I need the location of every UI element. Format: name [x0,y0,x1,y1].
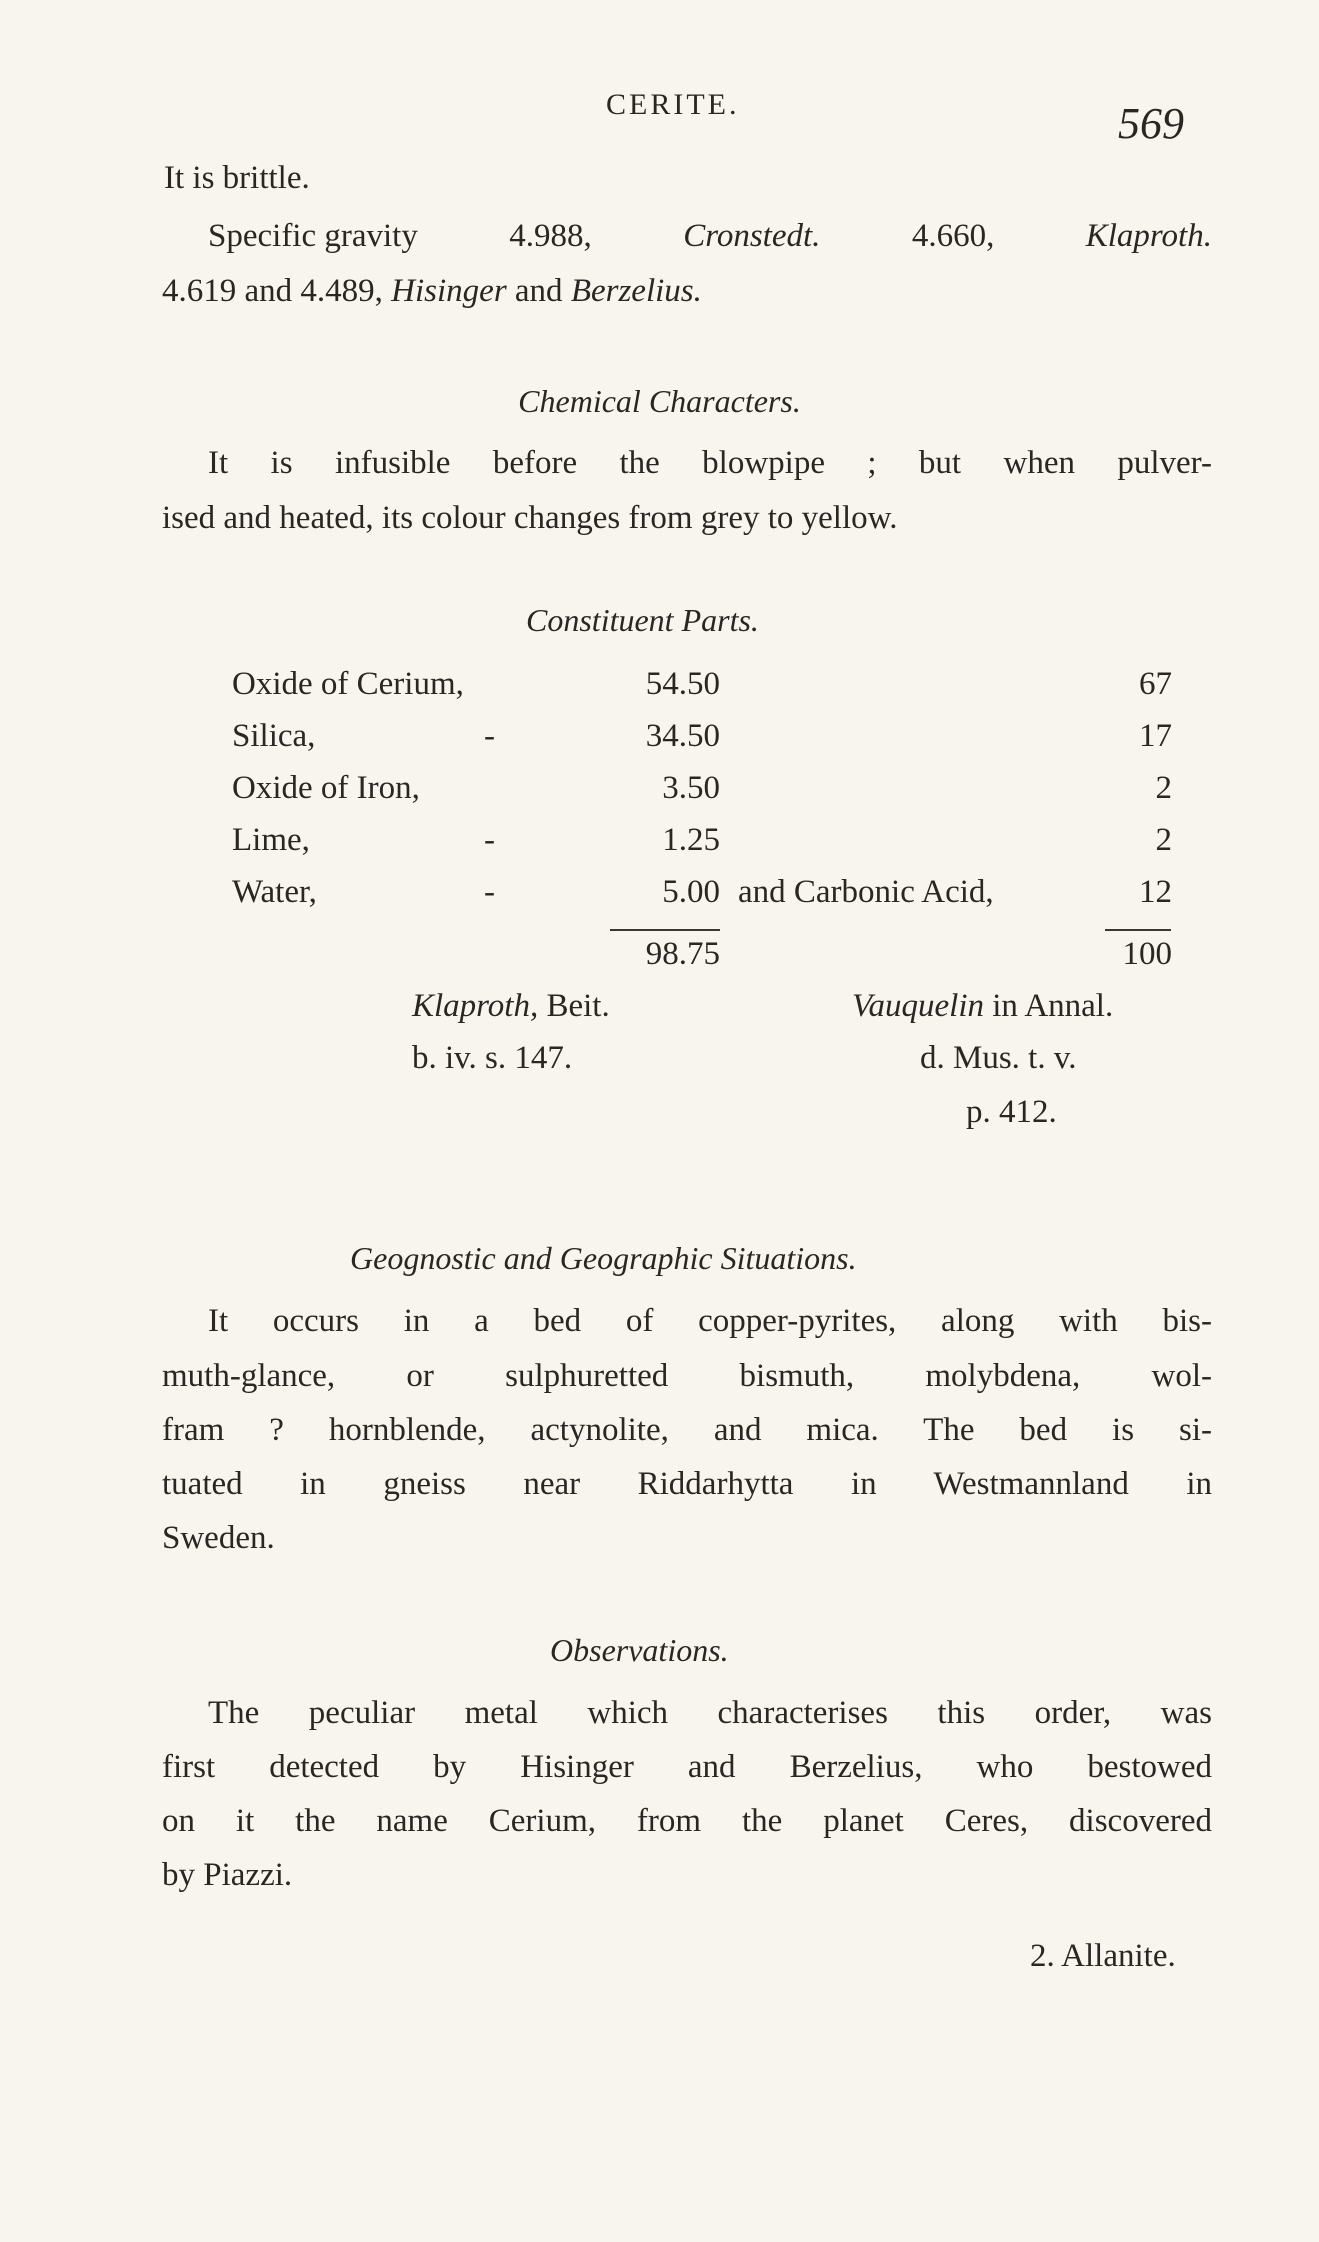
vauquelin-value: 2 [1155,770,1172,806]
source-vauquelin-line1 [852,988,1113,1025]
klaproth-value: 1.25 [662,822,720,858]
sg-author-hisinger: Hisinger [391,273,507,309]
observations-line: on it the name Cerium, from the planet Ceres, discovered [162,1803,1212,1839]
leader-dash: - [484,718,495,754]
vauquelin-value: 12 [1139,874,1172,910]
chemical-characters-heading: Chemical Characters. [518,383,801,419]
klaproth-value: 34.50 [645,718,720,754]
source-vauquelin-line3: p. 412. [966,1094,1057,1130]
total-vauquelin: 100 [1122,936,1172,972]
vauquelin-value: 2 [1155,822,1172,858]
constituent-name: Silica, [232,718,316,754]
geognostic-line: Sweden. [162,1520,275,1556]
catchword: 2. Allanite. [1030,1938,1176,1974]
constituent-parts-heading: Constituent Parts. [526,602,759,638]
klaproth-value: 3.50 [662,770,720,806]
source-vauquelin-line2: d. Mus. t. v. [920,1040,1077,1076]
chemical-line: It is infusible before the blowpipe ; but when pulver- [208,445,1212,481]
chemical-line: ised and heated, its colour changes from grey to yellow. [162,500,898,536]
carbonic-acid-note: and Carbonic Acid, [738,874,994,910]
geognostic-line: muth-glance, or sulphuretted bismuth, molybdena, wol- [162,1358,1212,1394]
sum-rule-vauquelin [1105,929,1171,931]
sg-value-cronstedt: 4.988, [509,218,592,254]
observations-line: The peculiar metal which characterises this order, was [208,1695,1212,1731]
total-klaproth: 98.75 [645,936,720,972]
vauquelin-value: 67 [1139,666,1172,702]
specific-gravity-line [208,218,1212,255]
geognostic-line: fram ? hornblende, actynolite, and mica. The bed is si- [162,1412,1212,1448]
running-title: CERITE. [606,88,740,121]
source-klaproth-author: Klaproth, [412,988,539,1024]
sg-author-klaproth: Klaproth. [1085,218,1212,254]
sg-and-2: and [514,273,563,309]
source-klaproth-title: Beit. [546,988,610,1024]
sg-author-cronstedt: Cronstedt. [683,218,821,254]
specific-gravity-line-2 [162,273,702,310]
sg-label: Specific gravity [208,218,418,254]
page-number: 569 [1118,99,1184,148]
klaproth-value: 54.50 [645,666,720,702]
geognostic-heading: Geognostic and Geographic Situations. [350,1240,857,1276]
sg-value-hisinger: 4.619 [162,273,237,309]
sg-value-klaproth: 4.660, [911,218,995,254]
geognostic-line: tuated in gneiss near Riddarhytta in Westmannland in [162,1466,1212,1502]
vauquelin-value: 17 [1139,718,1172,754]
source-klaproth-line2: b. iv. s. 147. [412,1040,573,1076]
leader-dash: - [484,822,495,858]
sg-author-berzelius: Berzelius. [570,273,702,309]
klaproth-value: 5.00 [662,874,720,910]
geognostic-line: It occurs in a bed of copper-pyrites, along with bis- [208,1303,1212,1339]
sg-and: and [244,273,293,309]
observations-line: first detected by Hisinger and Berzelius, who bestowed [162,1749,1212,1785]
constituent-name: Water, [232,874,317,910]
sg-value-berzelius: 4.489, [300,273,383,309]
source-vauquelin-author: Vauquelin [852,988,984,1024]
leader-dash: - [484,874,495,910]
source-vauquelin-title: in Annal. [992,988,1114,1024]
observations-line: by Piazzi. [162,1857,293,1893]
brittle-line: It is brittle. [164,160,310,196]
constituent-name: Oxide of Iron, [232,770,420,806]
source-klaproth-line1 [412,988,610,1025]
observations-heading: Observations. [550,1632,729,1668]
sum-rule-klaproth [610,929,720,931]
constituent-name: Lime, [232,822,310,858]
constituent-name: Oxide of Cerium, [232,666,464,702]
